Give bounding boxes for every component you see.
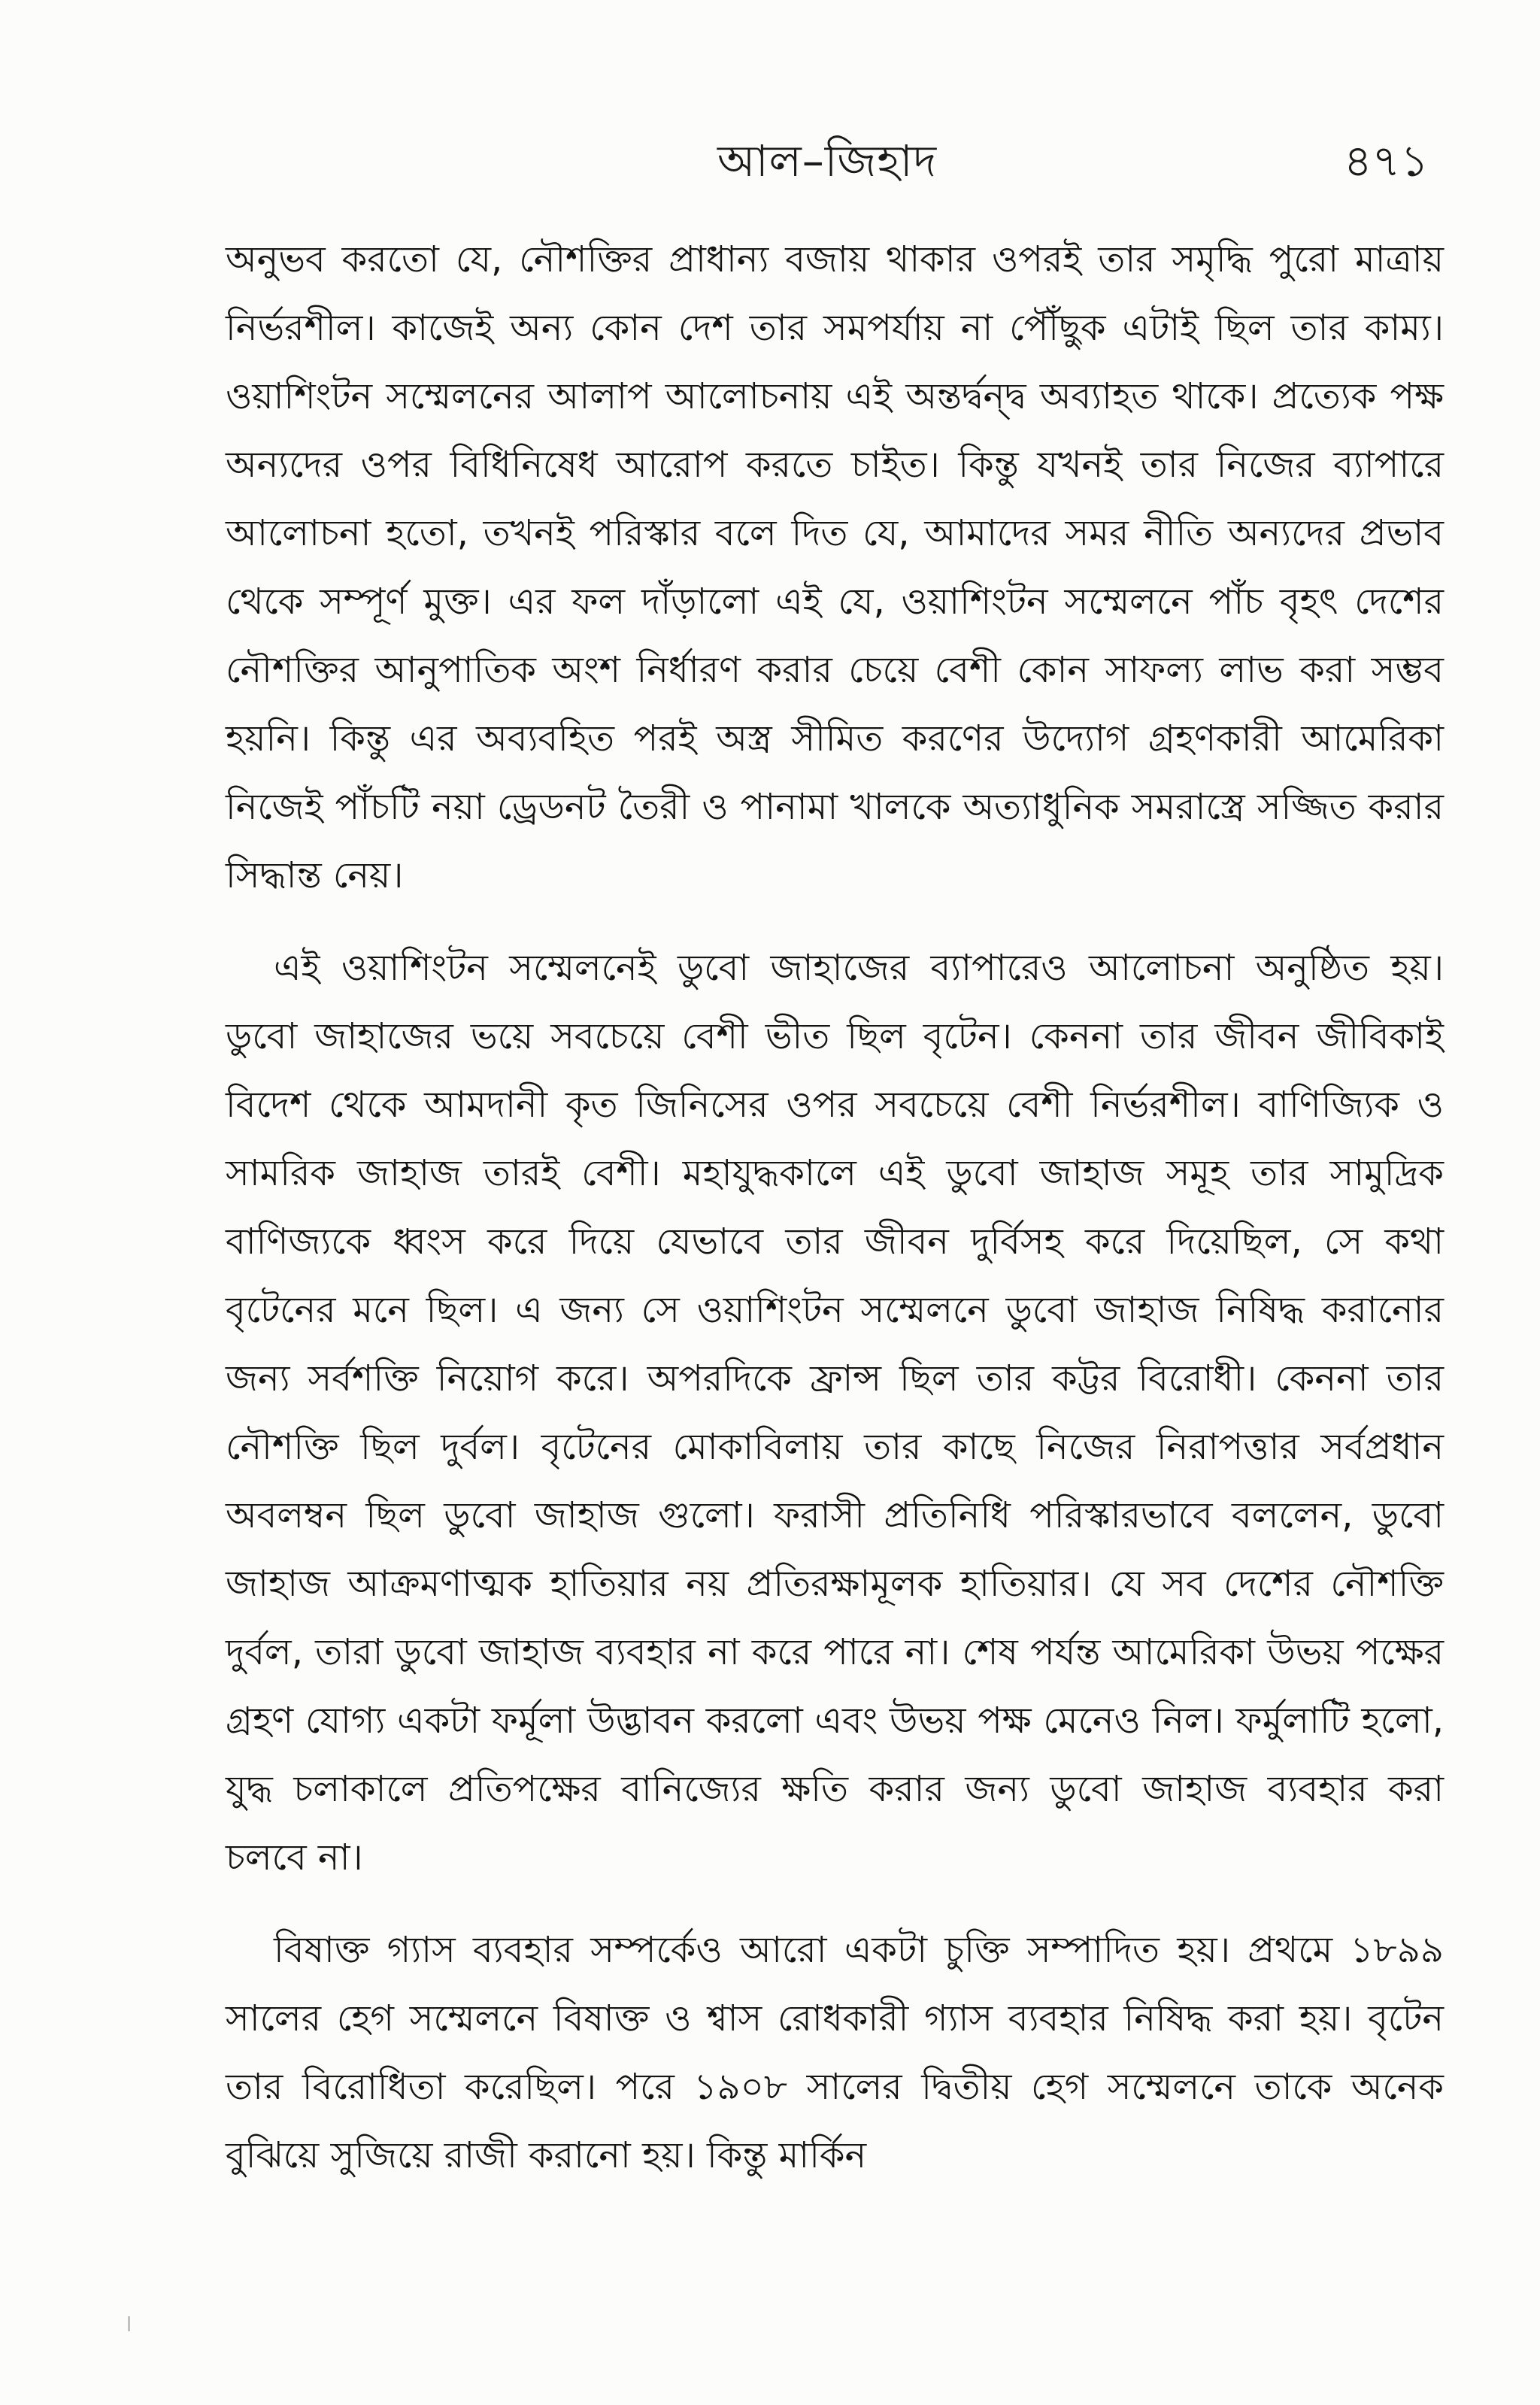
- paragraph-1: অনুভব করতো যে, নৌশক্তির প্রাধান্য বজায় থাকার ওপরই তার সমৃদ্ধি পুরো মাত্রায় নির্ভরশীল। কাজেই অন্য কোন দেশ তার সমপর্যায় না পৌঁছুক এটাই ছিল তার কাম্য। ওয়াশিংটন সম্মেলনের আলাপ আলোচনায় এই অন্তর্দ্বন্দ্ব অব্যাহত থাকে। প্রত্যেক পক্ষ অন্যদের ওপর বিধিনিষেধ আরোপ করতে চাইত। কিন্তু যখনই তার নিজের ব্যাপারে আলোচনা হতো, তখনই পরিস্কার বলে দিত যে, আমাদের সমর নীতি অন্যদের প্রভাব থেকে সম্পূর্ণ মুক্ত। এর ফল দাঁড়ালো এই যে, ওয়াশিংটন সম্মেলনে পাঁচ বৃহৎ দেশের নৌশক্তির আনুপাতিক অংশ নির্ধারণ করার চেয়ে বেশী কোন সাফল্য লাভ করা সম্ভব হয়নি। কিন্তু এর অব্যবহিত পরই অস্ত্র সীমিত করণের উদ্যোগ গ্রহণকারী আমেরিকা নিজেই পাঁচটি নয়া ড্রেডনট তৈরী ও পানামা খালকে অত্যাধুনিক সমরাস্ত্রে সজ্জিত করার সিদ্ধান্ত নেয়।: [226, 238, 1444, 896]
- page-header: [226, 128, 1429, 218]
- scan-artifact: [128, 2316, 130, 2331]
- body-text: [226, 226, 1444, 2214]
- running-title: আল–জিহাদ: [717, 135, 938, 187]
- paragraph-2: এই ওয়াশিংটন সম্মেলনেই ডুবো জাহাজের ব্যাপারেও আলোচনা অনুষ্ঠিত হয়। ডুবো জাহাজের ভয়ে সবচেয়ে বেশী ভীত ছিল বৃটেন। কেননা তার জীবন জীবিকাই বিদেশ থেকে আমদানী কৃত জিনিসের ওপর সবচেয়ে বেশী নির্ভরশীল। বাণিজ্যিক ও সামরিক জাহাজ তারই বেশী। মহাযুদ্ধকালে এই ডুবো জাহাজ সমূহ তার সামুদ্রিক বাণিজ্যকে ধ্বংস করে দিয়ে যেভাবে তার জীবন দুর্বিসহ করে দিয়েছিল, সে কথা বৃটেনের মনে ছিল। এ জন্য সে ওয়াশিংটন সম্মেলনে ডুবো জাহাজ নিষিদ্ধ করানোর জন্য সর্বশক্তি নিয়োগ করে। অপরদিকে ফ্রান্স ছিল তার কট্টর বিরোধী। কেননা তার নৌশক্তি ছিল দুর্বল। বৃটেনের মোকাবিলায় তার কাছে নিজের নিরাপত্তার সর্বপ্রধান অবলম্বন ছিল ডুবো জাহাজ গুলো। ফরাসী প্রতিনিধি পরিস্কারভাবে বললেন, ডুবো জাহাজ আক্রমণাত্মক হাতিয়ার নয় প্রতিরক্ষামূলক হাতিয়ার। যে সব দেশের নৌশক্তি দুর্বল, তারা ডুবো জাহাজ ব্যবহার না করে পারে না। শেষ পর্যন্ত আমেরিকা উভয় পক্ষের গ্রহণ যোগ্য একটা ফর্মূলা উদ্ভাবন করলো এবং উভয় পক্ষ মেনেও নিল। ফর্মুলাটি হলো, যুদ্ধ চলাকালে প্রতিপক্ষের বানিজ্যের ক্ষতি করার জন্য ডুবো জাহাজ ব্যবহার করা চলবে না।: [226, 947, 1444, 1879]
- paragraph-3: বিষাক্ত গ্যাস ব্যবহার সম্পর্কেও আরো একটা চুক্তি সম্পাদিত হয়। প্রথমে ১৮৯৯ সালের হেগ সম্মেলনে বিষাক্ত ও শ্বাস রোধকারী গ্যাস ব্যবহার নিষিদ্ধ করা হয়। বৃটেন তার বিরোধিতা করেছিল। পরে ১৯০৮ সালের দ্বিতীয় হেগ সম্মেলনে তাকে অনেক বুঝিয়ে সুজিয়ে রাজী করানো হয়। কিন্তু মার্কিন: [226, 1929, 1444, 2176]
- page-number: ৪৭১: [1344, 135, 1429, 187]
